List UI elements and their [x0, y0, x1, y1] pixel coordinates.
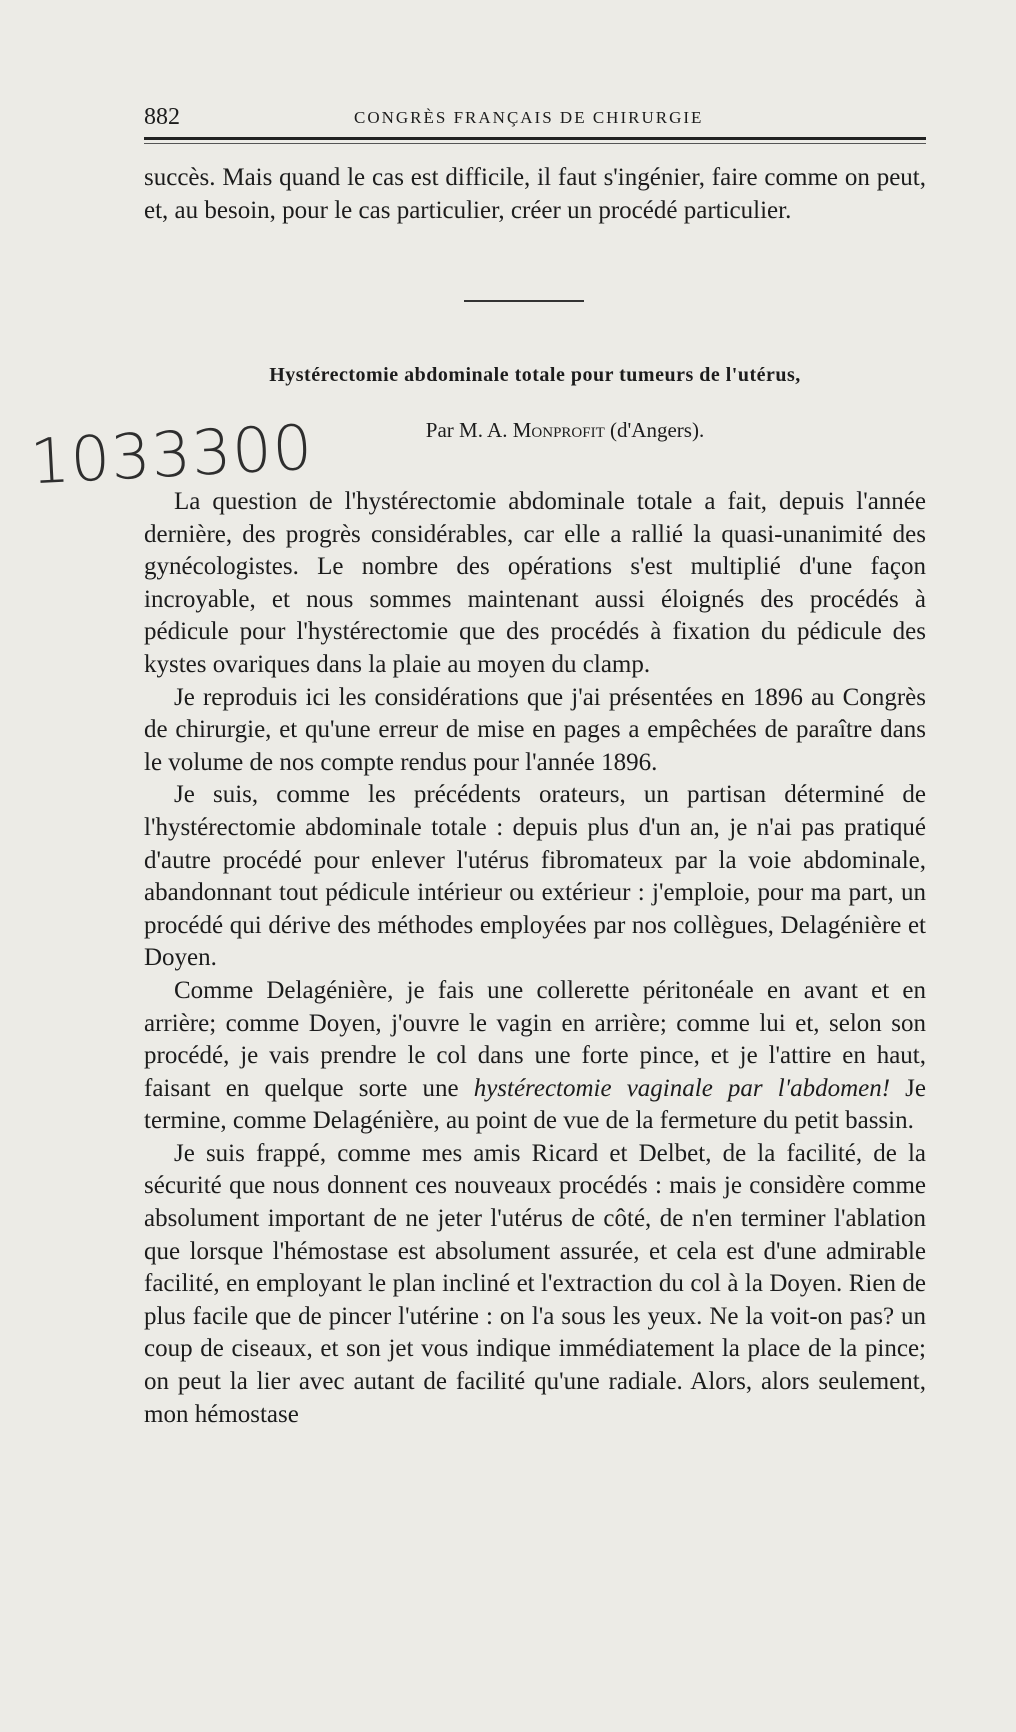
paragraph-4-end: Je termine, comme Delagénière, au point de vue de la fermeture du petit bassin.: [144, 1074, 926, 1135]
page-number: 882: [144, 104, 180, 130]
article-title: Hystérectomie abdominale totale pour tumeurs de l'utérus,: [269, 364, 801, 386]
paragraph-2: Je reproduis ici les considérations que j'ai présentées en 1896 au Congrès de chirurgie, et qu'une erreur de mise en pages a empêchées de paraître dans le volume de nos compte rendus pour l'année 1896.: [144, 683, 926, 776]
paragraph-4-italic: hystérectomie vaginale par l'abdomen!: [473, 1074, 891, 1102]
paragraph-5: Je suis frappé, comme mes amis Ricard et Delbet, de la facilité, de la sécurité que nous donnent ces nouveaux procédés : mais je considère comme absolument important de ne jeter l'utérus de côté, de n'en terminer l'ablation que lorsque l'hémostase est absolument assurée, et cela est d'une admirable facilité, en employant le plan incliné et l'extraction du col à la Doyen. Rien de plus facile que de pincer l'utérine : on l'a sous les yeux. Ne la voit-on pas? un coup de ciseaux, et son jet vous indique immédiatement la place de la pince; on peut la lier avec autant de facilité qu'une radiale. Alors, alors seulement, mon hémostase: [144, 1139, 926, 1428]
section-separator: [464, 300, 584, 302]
paragraph-4: [144, 975, 926, 1138]
page-header: [144, 100, 926, 134]
article-body: [144, 486, 926, 1431]
handwritten-annotation: 1033300: [28, 410, 315, 499]
author-name: Monprofit: [512, 418, 605, 442]
header-rule: [144, 137, 926, 140]
author-prefix: Par M. A.: [425, 418, 508, 442]
paragraph-4-start: Comme Delagénière, je fais une collerette péritonéale en avant et en arrière; comme Doyen, j'ouvre le vagin en arrière; comme lui et, selon son procédé, je vais prendre le col dans une forte pince, et je l'attire en haut, faisant en quelque sorte une: [144, 976, 926, 1102]
continuation-block: [144, 162, 926, 227]
author-suffix: (d'Angers).: [610, 418, 705, 442]
header-rule-thin: [144, 143, 926, 144]
continuation-paragraph: succès. Mais quand le cas est difficile, il faut s'ingénier, faire comme on peut, et, au besoin, pour le cas particulier, créer un procédé particulier.: [144, 164, 926, 224]
running-title: CONGRÈS FRANÇAIS DE CHIRURGIE: [354, 108, 704, 127]
paragraph-3: Je suis, comme les précédents orateurs, un partisan déterminé de l'hystérectomie abdominale totale : depuis plus d'un an, je n'ai pas pratiqué d'autre procédé pour enlever l'utérus fibromateux par la voie abdominale, abandonnant tout pédicule intérieur ou extérieur : j'emploie, pour ma part, un procédé qui dérive des méthodes employées par nos collègues, Delagénière et Doyen.: [144, 781, 926, 972]
paragraph-1: La question de l'hystérectomie abdominale totale a fait, depuis l'année dernière, des progrès considérables, car elle a rallié la quasi-unanimité des gynécologistes. Le nombre des opérations s'est multiplié d'une façon incroyable, et nous sommes maintenant aussi éloignés des procédés à pédicule pour l'hystérectomie que des procédés à fixation du pédicule des kystes ovariques dans la plaie au moyen du clamp.: [144, 488, 926, 678]
